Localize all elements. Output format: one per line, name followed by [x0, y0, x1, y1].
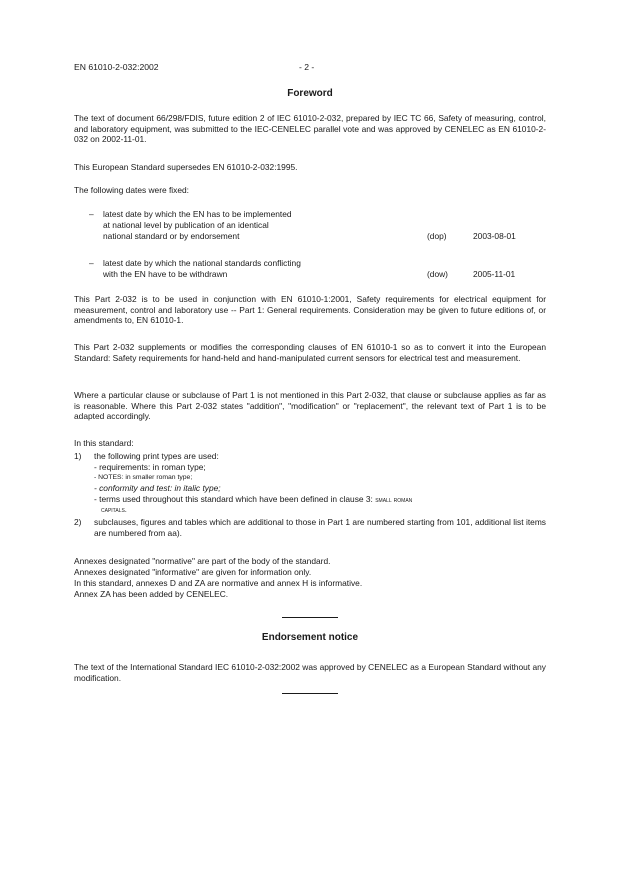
sub-item-terms — [94, 494, 546, 506]
annex-za: Annex ZA has been added by CENELEC. — [74, 589, 229, 599]
date-item-dash: – — [89, 209, 94, 219]
endorsement-title: Endorsement notice — [261, 632, 359, 643]
date-item-code: (dow) — [427, 269, 448, 279]
date-item-dash: – — [89, 258, 94, 268]
sub-item-italic: - conformity and test: in italic type; — [94, 483, 221, 493]
foreword-paragraph-3: The following dates were fixed: — [74, 185, 189, 195]
date-item-text: with the EN have to be withdrawn — [103, 269, 228, 279]
list-item-text: the following print types are used: — [94, 451, 219, 461]
foreword-paragraph-2: This European Standard supersedes EN 61010-2-032:1995. — [74, 162, 298, 172]
list-item-text: subclauses, figures and tables which are additional to those in Part 1 are numbered starting from 101, additional list items are numbered from aa). — [94, 517, 546, 538]
annex-informative: Annexes designated "informative" are given for information only. — [74, 567, 312, 577]
sub-item-roman: - requirements: in roman type; — [94, 462, 206, 472]
divider — [282, 693, 338, 694]
date-item-date: 2005-11-01 — [473, 269, 516, 279]
document-id: EN 61010-2-032:2002 — [74, 62, 159, 72]
endorsement-text: The text of the International Standard IEC 61010-2-032:2002 was approved by CENELEC as a European Standard without any modification. — [74, 662, 546, 683]
foreword-paragraph-6: Where a particular clause or subclause of Part 1 is not mentioned in this Part 2-032, that clause or subclause applies as far as is reasonable. Where this Part 2-032 states "addition", "modification" or "replacement", the relevant text of Part 1 is to be adapted accordingly. — [74, 390, 546, 422]
sub-item-terms-text: - terms used throughout this standard which have been defined in clause 3: — [94, 494, 373, 504]
sub-item-terms-smallcaps: small roman — [375, 495, 413, 504]
sub-item-terms-end: capitals. — [101, 505, 127, 514]
list-number: 1) — [74, 451, 82, 461]
foreword-paragraph-5: This Part 2-032 supplements or modifies the corresponding clauses of EN 61010-1 so as to convert it into the European Standard: Safety requirements for hand-held and hand-manipulated current sensors for electrical test and measurement. — [74, 342, 546, 363]
annex-status: In this standard, annexes D and ZA are normative and annex H is informative. — [74, 578, 363, 588]
sub-item-notes: - NOTES: in smaller roman type; — [94, 474, 193, 481]
page-number: - 2 - — [299, 62, 315, 72]
foreword-title: Foreword — [287, 88, 333, 99]
annex-normative: Annexes designated "normative" are part of the body of the standard. — [74, 556, 331, 566]
date-item-text: at national level by publication of an identical — [103, 220, 269, 230]
list-number: 2) — [74, 517, 82, 527]
date-item-text: latest date by which the EN has to be implemented — [103, 209, 292, 219]
foreword-paragraph-7: In this standard: — [74, 438, 134, 448]
date-item-text: national standard or by endorsement — [103, 231, 240, 241]
date-item-text: latest date by which the national standards conflicting — [103, 258, 301, 268]
date-item-code: (dop) — [427, 231, 447, 241]
date-item-date: 2003-08-01 — [473, 231, 516, 241]
divider — [282, 617, 338, 618]
foreword-paragraph-1: The text of document 66/298/FDIS, future edition 2 of IEC 61010-2-032, prepared by IEC TC 66, Safety of measuring, control, and laboratory equipment, was submitted to the IEC-CENELEC parallel vote and was approved by CENELEC as EN 61010-2-032 on 2002-11-01. — [74, 113, 546, 145]
foreword-paragraph-4: This Part 2-032 is to be used in conjunction with EN 61010-1:2001, Safety requirements for electrical equipment for measurement, control and laboratory use -- Part 1: General requirements. Consideration may be given to future editions of, or amendments to, EN 61010-1. — [74, 294, 546, 326]
